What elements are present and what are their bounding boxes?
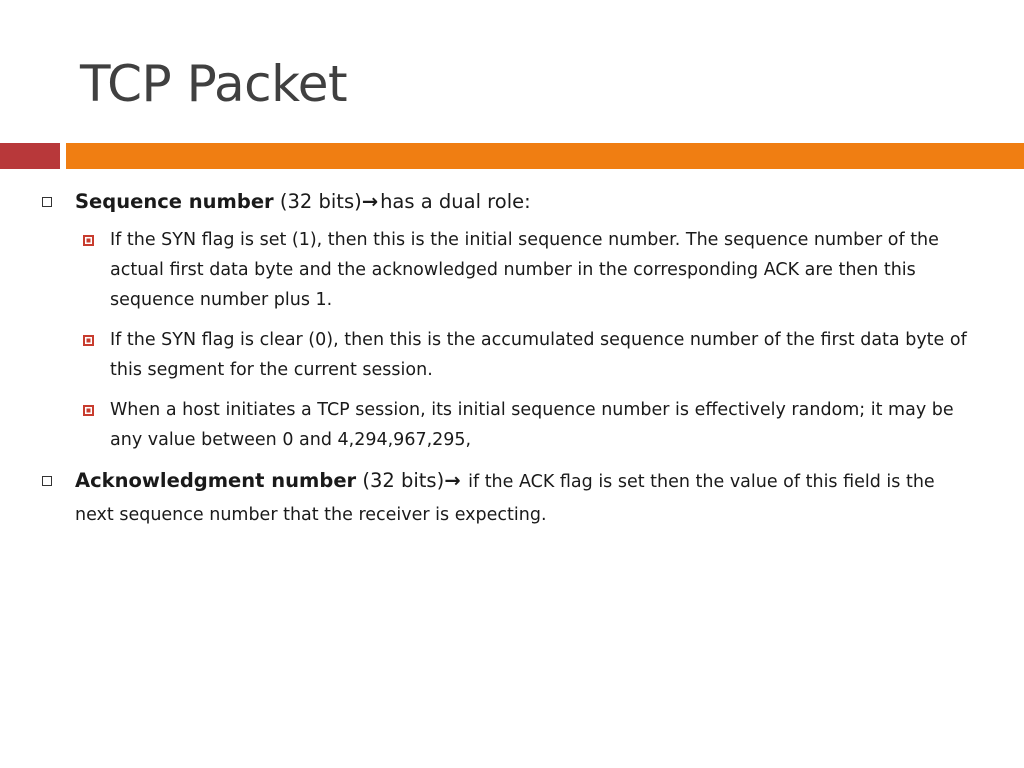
filled-square-bullet-icon: [83, 405, 94, 416]
term-acknowledgment-number: Acknowledgment number: [75, 469, 357, 492]
size-text: (32 bits): [273, 190, 362, 213]
subitem-text: If the SYN flag is set (1), then this is the initial sequence number. The sequence number of the actual first data byte and the acknowledged number in the corresponding ACK are then this sequence number plus 1.: [110, 230, 939, 310]
bullet-tail: has a dual role:: [380, 190, 531, 213]
subitem-text: When a host initiates a TCP session, its initial sequence number is effectively random; it may be any value between 0 and 4,294,967,295,: [110, 400, 954, 450]
bullet-tail: if the ACK flag is set then the value of this field is the next sequence number that the receiver is expecting.: [75, 472, 935, 525]
slide-title: TCP Packet: [80, 55, 348, 113]
right-arrow-icon: →: [361, 190, 379, 213]
bullet-sequence-number: [38, 186, 978, 217]
subitem-initial-random: [38, 395, 978, 455]
accent-bar-left: [0, 143, 60, 169]
subitem-syn-clear: [38, 325, 978, 385]
subitem-text: If the SYN flag is clear (0), then this is the accumulated sequence number of the first data byte of this segment for the current session.: [110, 330, 967, 380]
bullet-acknowledgment-number: [38, 465, 978, 531]
slide-content: [38, 186, 978, 539]
filled-square-bullet-icon: [83, 335, 94, 346]
sequence-number-subitems: [38, 225, 978, 455]
accent-bar-right: [66, 143, 1024, 169]
subitem-syn-set: [38, 225, 978, 315]
hollow-square-bullet-icon: [42, 476, 52, 486]
hollow-square-bullet-icon: [42, 197, 52, 207]
right-arrow-icon: →: [444, 469, 461, 492]
size-text: (32 bits): [356, 469, 445, 492]
term-sequence-number: Sequence number: [75, 190, 274, 213]
filled-square-bullet-icon: [83, 235, 94, 246]
